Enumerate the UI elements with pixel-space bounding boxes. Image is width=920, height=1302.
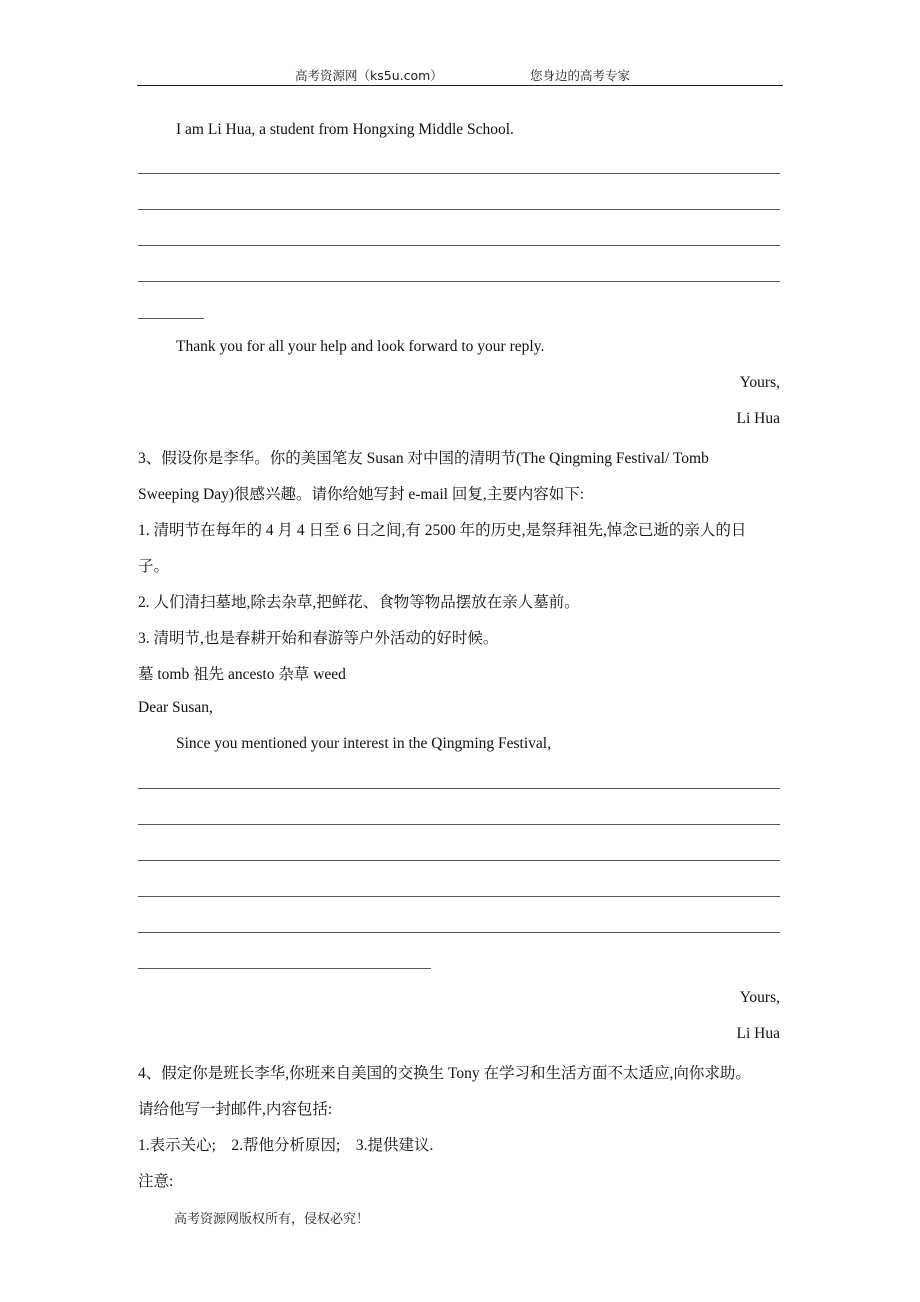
writing-line: [138, 281, 780, 282]
writing-line-short: [138, 318, 204, 319]
writing-line: [138, 173, 780, 174]
writing-line: [138, 245, 780, 246]
task3-point1-line2: 子。: [138, 558, 170, 575]
header-slogan: 您身边的高考专家: [530, 68, 631, 83]
letter1-closing-line: Thank you for all your help and look forward to your reply.: [176, 338, 545, 355]
header-site-name: 高考资源网（ks5u.com）: [295, 68, 443, 83]
task3-prompt-line2: Sweeping Day)很感兴趣。请你给她写封 e-mail 回复,主要内容如下:: [138, 486, 585, 503]
writing-line: [138, 788, 780, 789]
writing-line: [138, 896, 780, 897]
task3-point3: 3. 清明节,也是春耕开始和春游等户外活动的好时候。: [138, 630, 499, 647]
task3-point1-line1: 1. 清明节在每年的 4 月 4 日至 6 日之间,有 2500 年的历史,是祭拜祖先,悼念已逝的亲人的日: [138, 522, 747, 539]
footer-copyright: 高考资源网版权所有，侵权必究！: [174, 1212, 370, 1227]
task3-point2: 2. 人们清扫墓地,除去杂草,把鲜花、食物等物品摆放在亲人墓前。: [138, 594, 580, 611]
task4-points: 1.表示关心; 2.帮他分析原因; 3.提供建议.: [138, 1137, 434, 1154]
task3-signature: Li Hua: [736, 1025, 780, 1042]
writing-line: [138, 932, 780, 933]
task4-prompt-line2: 请给他写一封邮件,内容包括:: [138, 1101, 333, 1118]
header-rule: [137, 85, 783, 86]
task3-vocab: 墓 tomb 祖先 ancesto 杂草 weed: [138, 666, 346, 683]
writing-line: [138, 824, 780, 825]
task3-greeting: Dear Susan,: [138, 699, 213, 716]
task3-sign-off: Yours,: [739, 989, 780, 1006]
letter1-sign-off: Yours,: [739, 374, 780, 391]
task4-note: 注意:: [138, 1173, 174, 1190]
task3-prompt-line1: 3、假设你是李华。你的美国笔友 Susan 对中国的清明节(The Qingming Festival/ Tomb: [138, 450, 709, 467]
task3-opening: Since you mentioned your interest in the Qingming Festival,: [176, 735, 551, 752]
letter1-signature: Li Hua: [736, 410, 780, 427]
letter1-opening: I am Li Hua, a student from Hongxing Middle School.: [176, 121, 514, 138]
task4-prompt-line1: 4、假定你是班长李华,你班来自美国的交换生 Tony 在学习和生活方面不太适应,向你求助。: [138, 1065, 751, 1082]
writing-line: [138, 860, 780, 861]
writing-line: [138, 209, 780, 210]
writing-line-short: [138, 968, 431, 969]
